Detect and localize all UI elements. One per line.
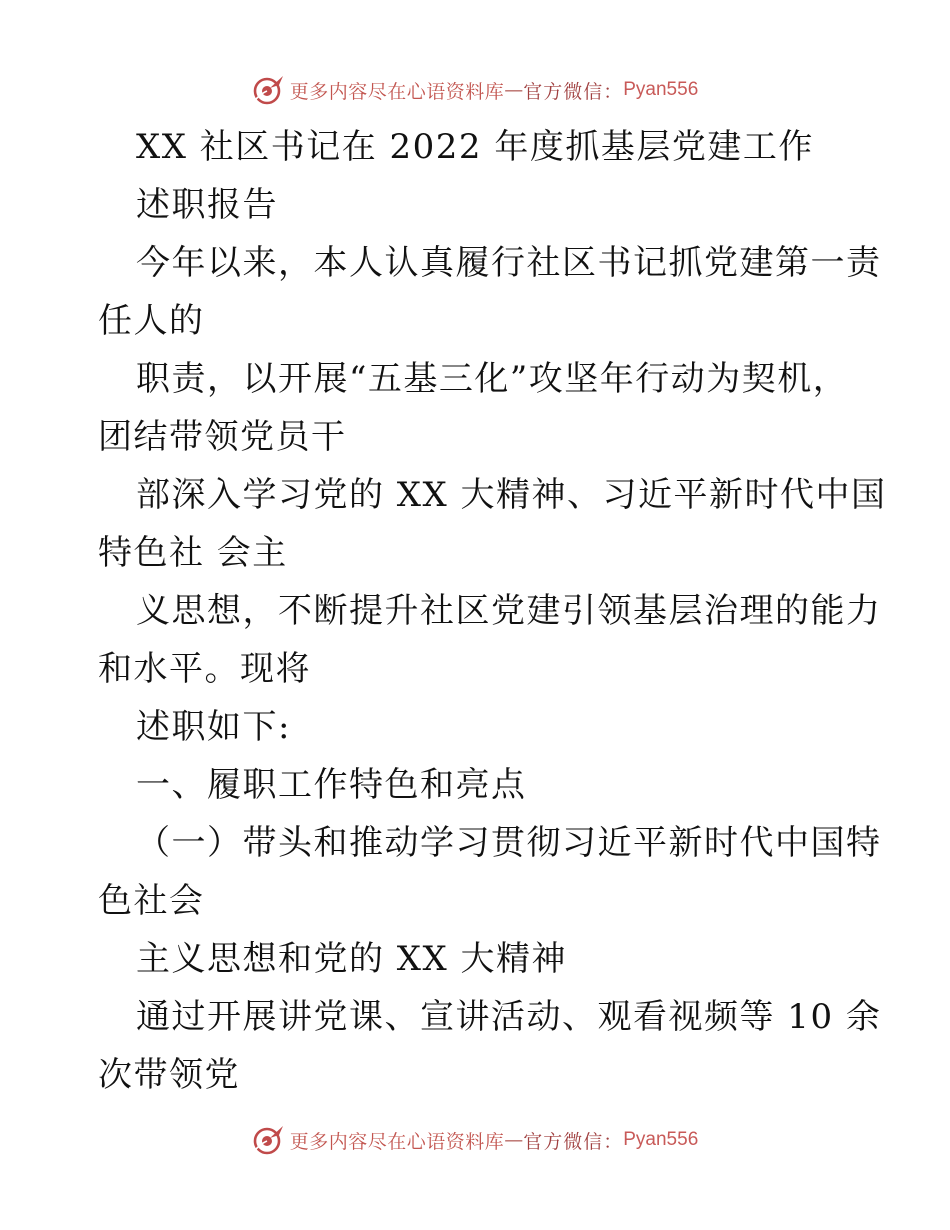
section-heading: 一、履职工作特色和亮点 (136, 765, 527, 805)
header-watermark (0, 70, 950, 110)
title-line-1: XX 社区书记在 2022 年度抓基层党建工作 (136, 127, 814, 167)
subsection-heading-cont: 色社会 (98, 881, 205, 921)
watermark-official-label: 官方微信： (523, 1130, 624, 1153)
paragraph-line: 今年以来，本人认真履行社区书记抓党建第一责 (136, 243, 882, 283)
watermark-wechat-id: Pyan556 (623, 79, 699, 100)
paragraph-line: 通过开展讲党课、宣讲活动、观看视频等 10 余 (136, 997, 882, 1037)
paragraph-line: 团结带领党员干 (98, 417, 347, 457)
paragraph-line: 义思想，不断提升社区党建引领基层治理的能力 (136, 591, 882, 631)
document-body (98, 118, 887, 1104)
paragraph-line: 职责，以开展“五基三化”攻坚年行动为契机， (136, 359, 849, 399)
watermark-wechat-id: Pyan556 (623, 1129, 699, 1150)
subsection-heading: （一）带头和推动学习贯彻习近平新时代中国特 (136, 823, 882, 863)
paragraph-line: 次带领党 (98, 1055, 240, 1095)
paragraph-line: 述职如下: (136, 707, 291, 747)
paragraph-line: 特色社 会主 (98, 533, 288, 573)
watermark-dash: — (504, 1129, 524, 1151)
title-line-2: 述职报告 (136, 185, 278, 225)
quill-seal-icon (252, 73, 286, 107)
watermark-site-name: 更多内容尽在心语资料库 (289, 80, 505, 103)
watermark-dash: — (504, 79, 524, 101)
quill-seal-icon (252, 1123, 286, 1157)
watermark-site-name: 更多内容尽在心语资料库 (289, 1130, 505, 1153)
subsection-heading-cont: 主义思想和党的 XX 大精神 (136, 939, 568, 979)
footer-watermark (0, 1120, 950, 1160)
paragraph-line: 部深入学习党的 XX 大精神、习近平新时代中国 (136, 475, 887, 515)
paragraph-line: 任人的 (98, 301, 205, 341)
paragraph-line: 和水平。现将 (98, 649, 311, 689)
watermark-official-label: 官方微信： (523, 80, 624, 103)
